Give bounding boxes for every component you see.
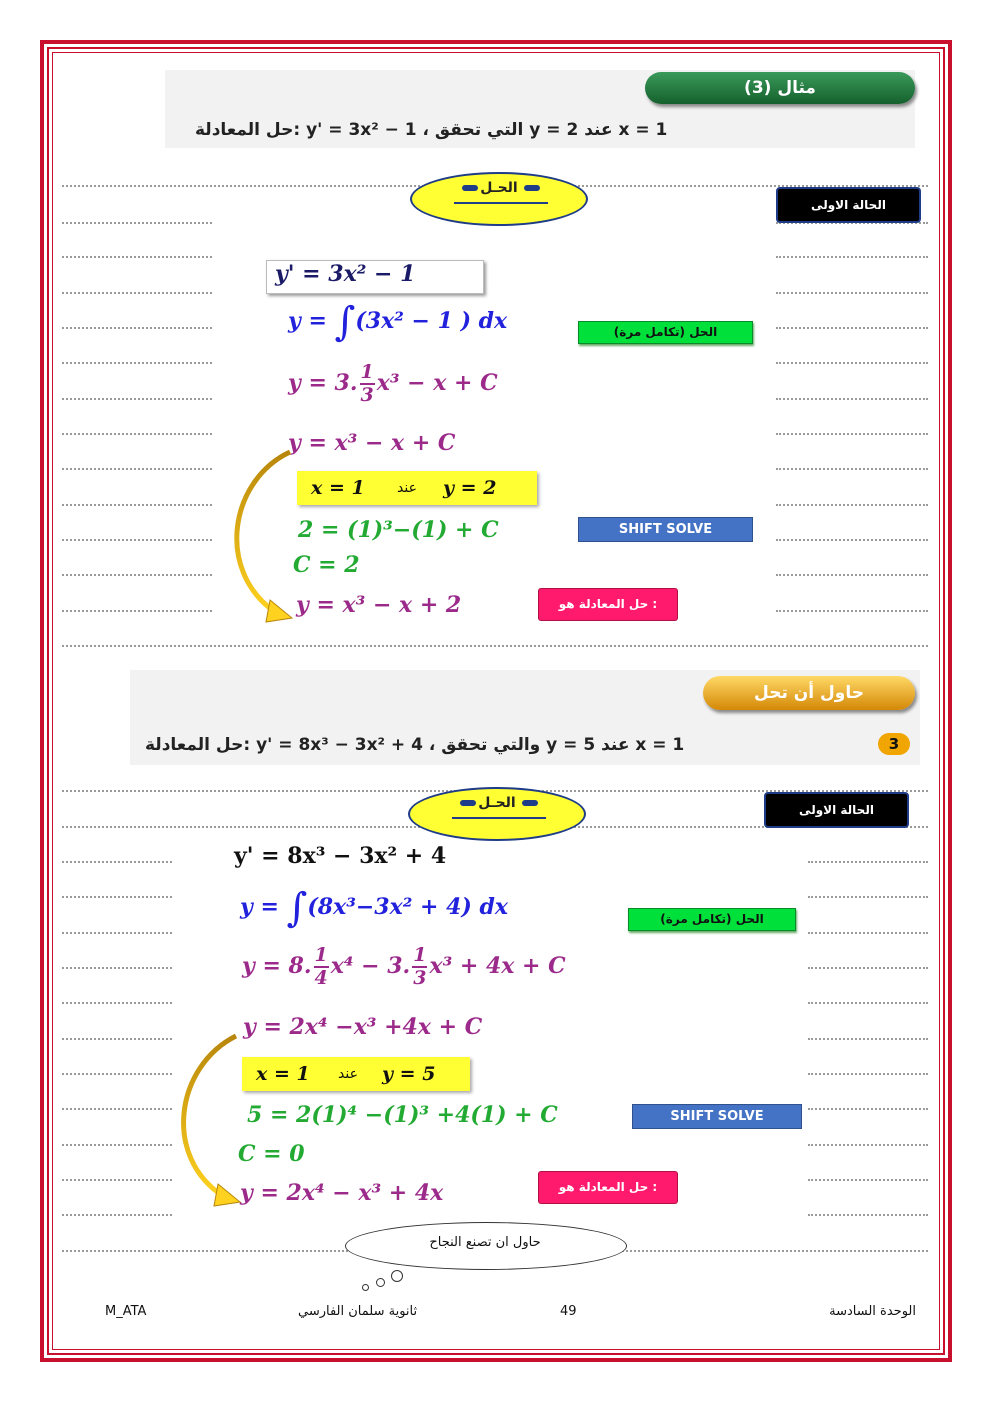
dotted-line	[776, 539, 928, 541]
dotted-line	[62, 327, 212, 329]
integral-step	[240, 885, 508, 931]
dotted-line	[808, 1073, 928, 1075]
integral-step	[288, 299, 508, 345]
antiderivative-step	[288, 362, 498, 406]
exercise-title: حاول أن تحل	[703, 676, 915, 710]
dotted-line	[776, 292, 928, 294]
dotted-line	[62, 468, 212, 470]
final-answer: y = x³ − x + 2	[296, 592, 462, 618]
dotted-line	[62, 1144, 172, 1146]
condition-x: x = 1	[311, 477, 365, 499]
dotted-line	[808, 1108, 928, 1110]
dotted-line	[808, 1179, 928, 1181]
thought-bubble-dot	[362, 1284, 369, 1291]
integral-label: الحل (تكامل مرة)	[578, 321, 753, 344]
constant-value: C = 2	[293, 552, 360, 578]
footer-author: M_ATA	[105, 1304, 147, 1319]
dotted-line	[62, 222, 212, 224]
final-answer: y = 2x⁴ − x³ + 4x	[240, 1180, 444, 1206]
condition-y: y = 2	[443, 477, 497, 499]
antiderivative-step	[242, 945, 566, 989]
simplified-step: y = 2x⁴ −x³ +4x + C	[243, 1014, 483, 1040]
example-title: مثال (3)	[645, 72, 915, 104]
mouth-icon	[452, 817, 546, 819]
dotted-line	[808, 1144, 928, 1146]
integral-label: الحل (تكامل مرة)	[628, 908, 796, 931]
final-answer-label: حل المعادلة هو :	[538, 1171, 678, 1204]
constant-value: C = 0	[238, 1141, 305, 1167]
dotted-line	[62, 610, 212, 612]
dotted-line	[776, 327, 928, 329]
curved-arrow-icon	[168, 1026, 258, 1216]
step-part: x³ + 4x + C	[429, 952, 566, 979]
fraction	[314, 945, 329, 989]
dotted-line	[62, 1108, 172, 1110]
dotted-line	[776, 610, 928, 612]
fraction	[360, 362, 375, 406]
fraction-denominator: 3	[360, 383, 374, 406]
fraction-denominator: 3	[413, 966, 427, 989]
step-prefix: y = 3.	[288, 369, 358, 396]
given-equation: y' = 8x³ − 3x² + 4	[234, 843, 447, 869]
dotted-line	[62, 292, 212, 294]
given-box	[266, 260, 484, 294]
dotted-line	[776, 468, 928, 470]
dotted-line	[62, 398, 212, 400]
thought-bubble-dot	[391, 1270, 403, 1282]
dotted-line	[808, 896, 928, 898]
dotted-line	[776, 574, 928, 576]
dotted-line	[776, 398, 928, 400]
footer-unit: الوحدة السادسة	[829, 1304, 916, 1319]
dotted-line	[62, 1038, 172, 1040]
dotted-line	[776, 362, 928, 364]
thought-text: حاول ان تصنع النجاح	[429, 1235, 541, 1250]
dotted-line	[62, 362, 212, 364]
dotted-line	[776, 504, 928, 506]
integral-body: (8x³−3x² + 4) dx	[307, 894, 508, 920]
exercise-number: 3	[878, 733, 910, 755]
step-part: x⁴ − 3.	[330, 952, 411, 979]
step-suffix: x³ − x + C	[376, 369, 498, 396]
mouth-icon	[454, 202, 548, 204]
condition-box	[242, 1057, 470, 1091]
integral-sign-icon: ∫	[334, 299, 356, 345]
condition-box	[297, 471, 537, 505]
dotted-line	[776, 256, 928, 258]
dotted-line	[62, 433, 212, 435]
condition-x: x = 1	[256, 1063, 310, 1085]
fraction	[412, 945, 427, 989]
dotted-line	[808, 1002, 928, 1004]
shift-solve-label: SHIFT SOLVE	[632, 1104, 802, 1129]
dotted-line	[808, 1214, 928, 1216]
case-label: الحالة الاولى	[776, 187, 921, 223]
fraction-numerator: 1	[413, 944, 427, 966]
dotted-line	[62, 967, 172, 969]
dotted-line	[62, 932, 172, 934]
curved-arrow-icon	[220, 440, 310, 630]
integral-lhs: y =	[240, 894, 287, 920]
integral-body: (3x² − 1 ) dx	[355, 308, 508, 334]
dotted-line	[62, 1002, 172, 1004]
dotted-line	[808, 861, 928, 863]
dotted-line	[808, 1038, 928, 1040]
dotted-line	[62, 861, 172, 863]
shift-solve-label: SHIFT SOLVE	[578, 517, 753, 542]
footer-school: ثانوية سلمان الفارسي	[298, 1304, 418, 1319]
dotted-line	[62, 504, 212, 506]
example-question: حل المعادلة: y' = 3x² − 1 ، التي تحقق y = 2 عند x = 1	[195, 120, 668, 140]
dotted-line	[808, 932, 928, 934]
dotted-line	[776, 433, 928, 435]
substitution-step: 2 = (1)³−(1) + C	[298, 517, 499, 543]
dotted-line	[62, 539, 212, 541]
step-part: y = 8.	[242, 952, 312, 979]
dotted-line	[62, 1179, 172, 1181]
dotted-line	[62, 1073, 172, 1075]
solution-label: الحـل	[478, 795, 516, 811]
dotted-line	[808, 967, 928, 969]
dotted-line	[62, 896, 172, 898]
substitution-step: 5 = 2(1)⁴ −(1)³ +4(1) + C	[247, 1102, 558, 1128]
smiley-solution-badge	[410, 172, 588, 226]
integral-sign-icon: ∫	[286, 885, 308, 931]
condition-y: y = 5	[382, 1063, 436, 1085]
condition-word: عند	[338, 1066, 358, 1082]
integral-lhs: y =	[288, 308, 335, 334]
exercise-question: حل المعادلة: y' = 8x³ − 3x² + 4 ، والتي تحقق y = 5 عند x = 1	[145, 735, 685, 755]
page-number: 49	[560, 1304, 577, 1319]
simplified-step: y = x³ − x + C	[288, 430, 456, 456]
condition-word: عند	[397, 480, 417, 496]
dotted-line	[62, 645, 928, 647]
smiley-solution-badge	[408, 787, 586, 841]
dotted-line	[62, 256, 212, 258]
thought-bubble-dot	[376, 1278, 385, 1287]
dotted-line	[62, 1214, 172, 1216]
fraction-numerator: 1	[360, 361, 374, 383]
case-label: الحالة الاولى	[764, 792, 909, 828]
final-answer-label: حل المعادلة هو :	[538, 588, 678, 621]
fraction-denominator: 4	[314, 966, 328, 989]
dotted-line	[62, 574, 212, 576]
solution-label: الحـل	[480, 180, 518, 196]
given-equation: y' = 3x² − 1	[275, 261, 416, 287]
fraction-numerator: 1	[314, 944, 328, 966]
